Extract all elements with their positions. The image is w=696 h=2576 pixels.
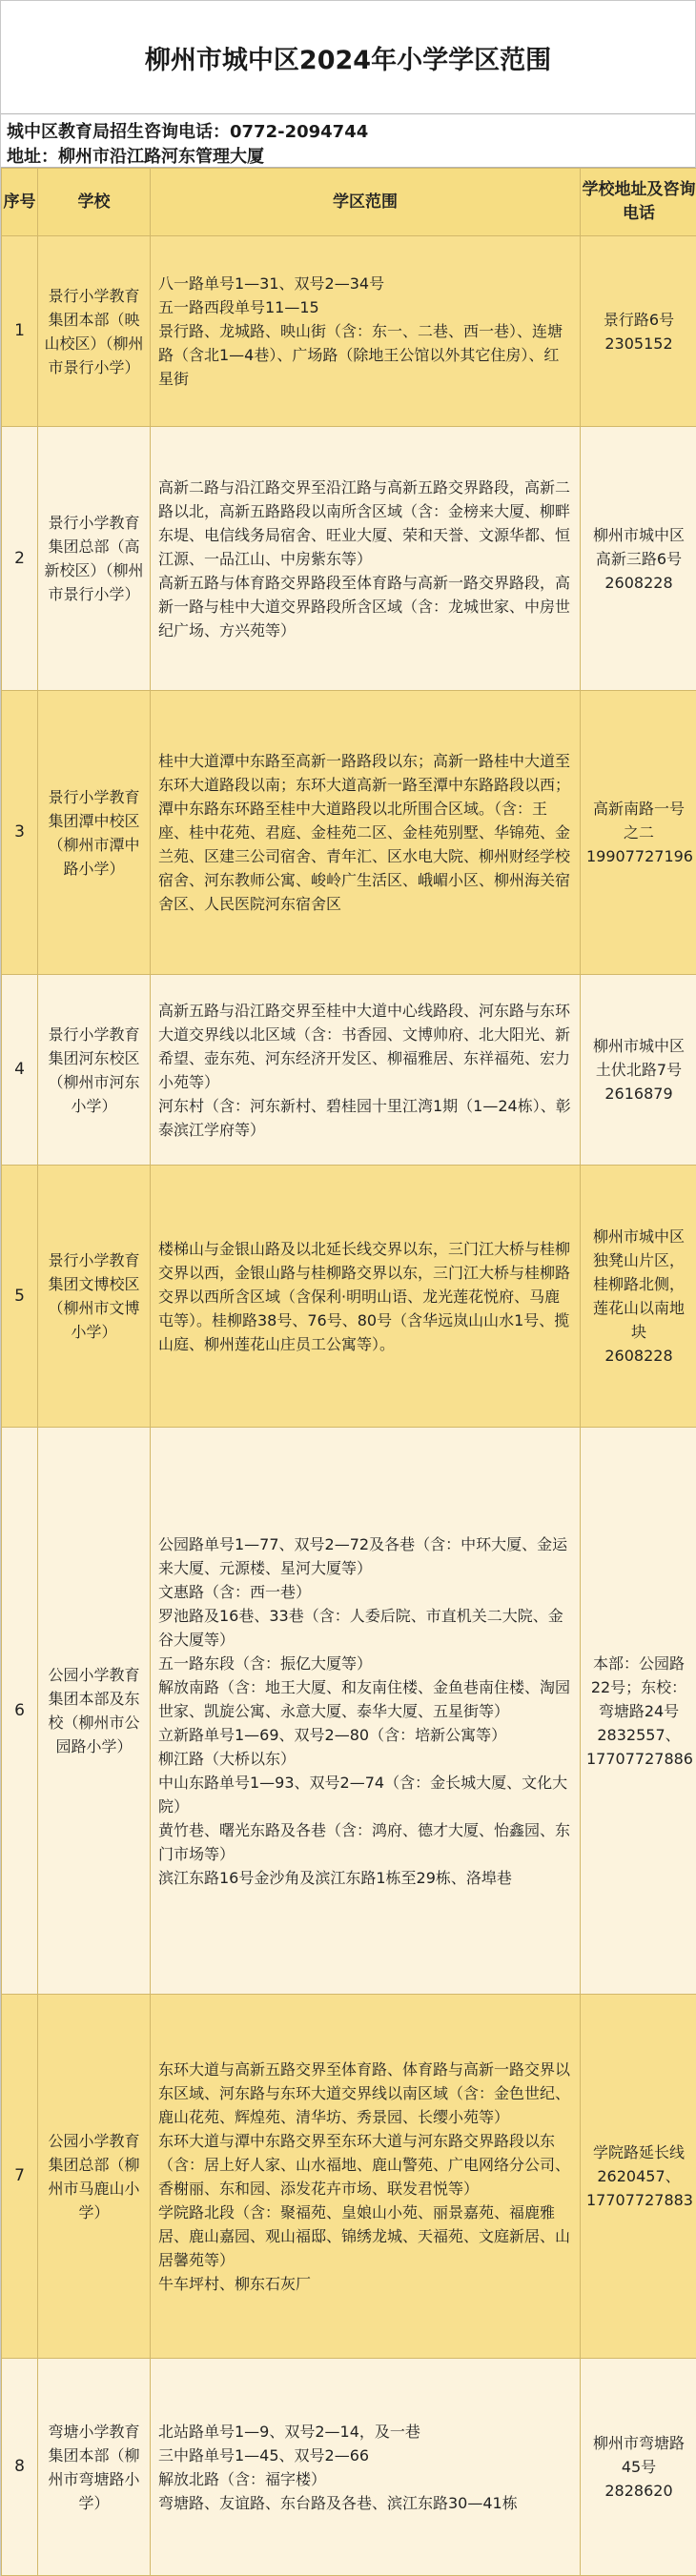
row-range: 楼梯山与金银山路及以北延长线交界以东，三门江大桥与桂柳交界以西，金银山路与桂柳路交界以东，三门江大桥与桂柳路交界以西所含区域（含保利·明明山语、龙光莲花悦府、马鹿屯等）。桂柳路38号、76号、80号（含华远岚山山水1号、揽山庭、柳州莲花山庄员工公寓等）。 xyxy=(151,1166,581,1428)
row-addr: 柳州市城中区高新三路6号 2608228 xyxy=(581,427,696,691)
row-range: 东环大道与高新五路交界至体育路、体育路与高新一路交界以东区域、河东路与东环大道交界线以南区域（含：金色世纪、鹿山花苑、辉煌苑、清华坊、秀景园、长缨小苑等） 东环大道与潭中东路交界至东环大道与河东路交界路段以东（含：居上好人家、山水福地、鹿山警苑、广电网络分公司、香榭丽、东和园、添发花卉市场、联发君悦等） 学院路北段（含：聚福苑、皇娘山小苑、丽景嘉苑、福鹿雅居、鹿山嘉园、观山福邸、锦绣龙城、天福苑、文庭新居、山居馨苑等） 牛车坪村、柳东石灰厂 xyxy=(151,1995,581,2359)
row-seq: 3 xyxy=(2,691,38,975)
table-header-row xyxy=(2,169,696,236)
consult-phone: 城中区教育局招生咨询电话：0772-2094744 xyxy=(7,120,689,145)
district-table xyxy=(1,168,696,2576)
row-range: 北站路单号1—9、双号2—14，及一巷 三中路单号1—45、双号2—66 解放北路（含：福字楼） 弯塘路、友谊路、东台路及各巷、滨江东路30—41栋 xyxy=(151,2359,581,2576)
row-school: 公园小学教育集团总部（柳州市马鹿山小学） xyxy=(38,1995,151,2359)
row-range: 桂中大道潭中东路至高新一路路段以东；高新一路桂中大道至东环大道路段以南；东环大道高新一路至潭中东路路段以西；潭中东路东环路至桂中大道路段以北所围合区域。（含：王座、桂中花苑、君庭、金桂苑二区、金桂苑别墅、华锦苑、金兰苑、区建三公司宿舍、青年汇、区水电大院、柳州财经学校宿舍、河东教师公寓、峻岭广生活区、峨嵋小区、柳州海关宿舍区、人民医院河东宿舍区 xyxy=(151,691,581,975)
page-title: 柳州市城中区2024年小学学区范围 xyxy=(1,0,695,114)
row-seq: 8 xyxy=(2,2359,38,2576)
row-addr: 柳州市城中区土伏北路7号 2616879 xyxy=(581,975,696,1166)
row-seq: 7 xyxy=(2,1995,38,2359)
row-range: 高新二路与沿江路交界至沿江路与高新五路交界路段，高新二路以北，高新五路路段以南所含区域（含：金榜来大厦、柳畔东堤、电信线务局宿舍、旺业大厦、荣和天誉、文源华都、恒江源、一品江山、中房紫东等） 高新五路与体育路交界路段至体育路与高新一路交界路段，高新一路与桂中大道交界路段所含区域（含：龙城世家、中房世纪广场、方兴苑等） xyxy=(151,427,581,691)
row-seq: 6 xyxy=(2,1428,38,1995)
office-address: 地址：柳州市沿江路河东管理大厦 xyxy=(7,145,689,170)
row-seq: 4 xyxy=(2,975,38,1166)
row-addr: 柳州市弯塘路45号 2828620 xyxy=(581,2359,696,2576)
row-school: 公园小学教育集团本部及东校（柳州市公园路小学） xyxy=(38,1428,151,1995)
table-row xyxy=(2,691,696,975)
table-row xyxy=(2,427,696,691)
row-school: 景行小学教育集团总部（高新校区）（柳州市景行小学） xyxy=(38,427,151,691)
header-addr: 学校地址及咨询电话 xyxy=(581,169,696,236)
row-school: 景行小学教育集团文博校区（柳州市文博小学） xyxy=(38,1166,151,1428)
row-school: 景行小学教育集团河东校区（柳州市河东小学） xyxy=(38,975,151,1166)
row-addr: 景行路6号 2305152 xyxy=(581,236,696,427)
row-addr: 本部：公园路22号；东校：弯塘路24号 2832557、17707727886 xyxy=(581,1428,696,1995)
row-range: 高新五路与沿江路交界至桂中大道中心线路段、河东路与东环大道交界线以北区域（含：书香园、文博帅府、北大阳光、新希望、壶东苑、河东经济开发区、柳福雅居、东祥福苑、宏力小苑等） 河东村（含：河东新村、碧桂园十里江湾1期（1—24栋）、彰泰滨江学府等） xyxy=(151,975,581,1166)
row-seq: 2 xyxy=(2,427,38,691)
table-row xyxy=(2,236,696,427)
header-range: 学区范围 xyxy=(151,169,581,236)
contact-info xyxy=(1,114,695,168)
row-seq: 5 xyxy=(2,1166,38,1428)
row-addr: 学院路延长线 2620457、17707727883 xyxy=(581,1995,696,2359)
table-row xyxy=(2,1995,696,2359)
row-addr: 柳州市城中区独凳山片区，桂柳路北侧，莲花山以南地块 2608228 xyxy=(581,1166,696,1428)
row-school: 景行小学教育集团潭中校区（柳州市潭中路小学） xyxy=(38,691,151,975)
table-row xyxy=(2,1428,696,1995)
row-addr: 高新南路一号之二 19907727196 xyxy=(581,691,696,975)
header-seq: 序号 xyxy=(2,169,38,236)
row-seq: 1 xyxy=(2,236,38,427)
header-school: 学校 xyxy=(38,169,151,236)
row-range: 公园路单号1—77、双号2—72及各巷（含：中环大厦、金运来大厦、元源楼、星河大厦等） 文惠路（含：西一巷） 罗池路及16巷、33巷（含：人委后院、市直机关二大院、金谷大厦等） 五一路东段（含：振亿大厦等） 解放南路（含：地王大厦、和友南住楼、金鱼巷南住楼、淘园世家、凯旋公寓、永意大厦、泰华大厦、五星街等） 立新路单号1—69、双号2—80（含：培新公寓等） 柳江路（大桥以东） 中山东路单号1—93、双号2—74（含：金长城大厦、文化大院） 黄竹巷、曙光东路及各巷（含：鸿府、德才大厦、怡鑫园、东门市场等） 滨江东路16号金沙角及滨江东路1栋至29栋、洛埠巷 xyxy=(151,1428,581,1995)
row-school: 弯塘小学教育集团本部（柳州市弯塘路小学） xyxy=(38,2359,151,2576)
table-row xyxy=(2,975,696,1166)
row-school: 景行小学教育集团本部（映山校区）（柳州市景行小学） xyxy=(38,236,151,427)
table-row xyxy=(2,1166,696,1428)
row-range: 八一路单号1—31、双号2—34号 五一路西段单号11—15 景行路、龙城路、映山街（含：东一、二巷、西一巷）、连塘路（含北1—4巷）、广场路（除地王公馆以外其它住房）、红星街 xyxy=(151,236,581,427)
table-row xyxy=(2,2359,696,2576)
